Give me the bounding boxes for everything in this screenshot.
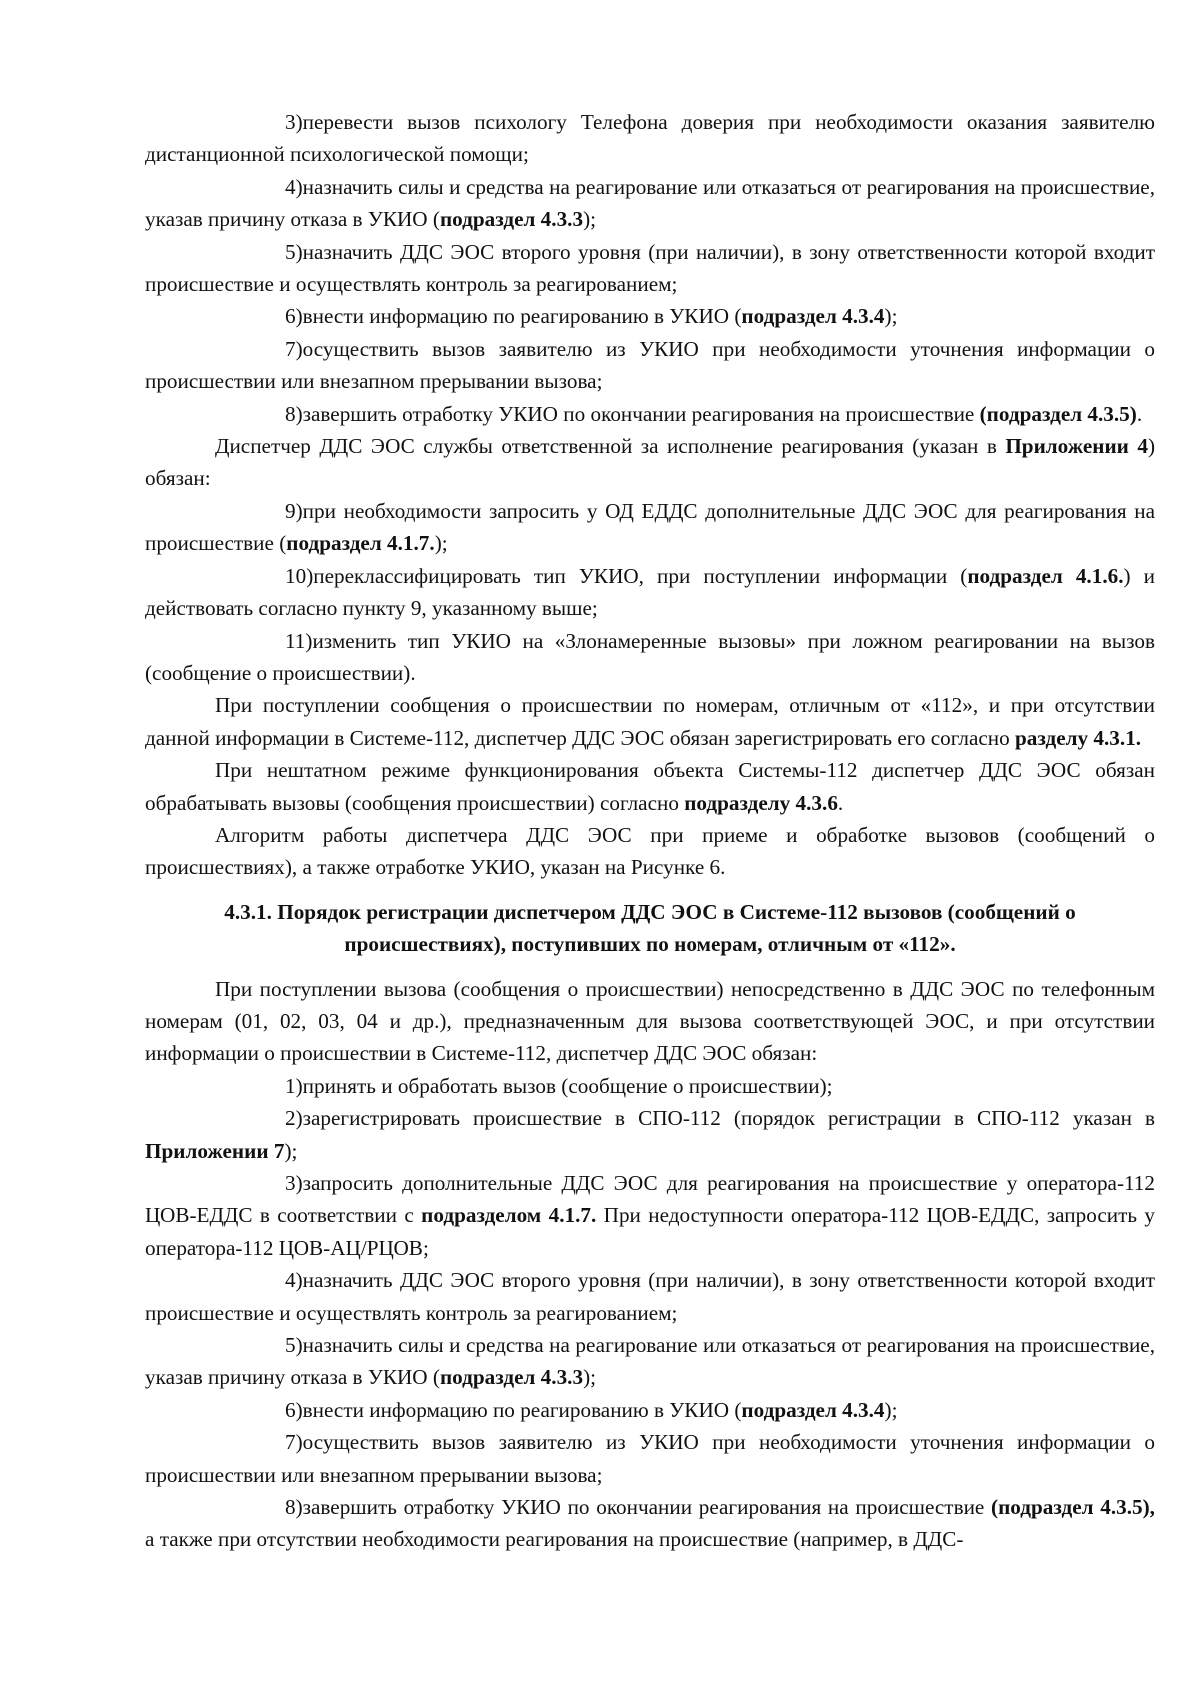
text-run: ); <box>884 304 898 329</box>
text-run: завершить отработку УКИО по окончании реагирования на происшествие <box>302 401 980 426</box>
bold-reference: подраздел 4.1.6. <box>967 563 1124 588</box>
document-page <box>145 106 1155 1556</box>
paragraph <box>145 689 1155 754</box>
bold-reference: подразделу 4.3.6 <box>684 790 838 815</box>
list-item-number: 7) <box>285 336 303 361</box>
list-item-number: 1) <box>285 1073 303 1098</box>
list-item-number: 11) <box>285 628 313 653</box>
paragraph <box>145 973 1155 1070</box>
text-run: изменить тип УКИО на «Злонамеренные вызовы» при ложном реагировании на вызов (сообщение о происшествии). <box>145 628 1155 685</box>
text-run: . <box>837 790 844 815</box>
text-run: зарегистрировать происшествие в СПО-112 (порядок регистрации в СПО-112 указан в <box>302 1106 1155 1131</box>
text-run: ) обязан: <box>145 434 1155 491</box>
list-item-number: 6) <box>285 304 303 329</box>
list-item-number: 8) <box>285 401 303 426</box>
list-item-number: 3) <box>285 110 303 134</box>
bold-reference: (подраздел 4.3.5) <box>979 401 1137 426</box>
text-run: при необходимости запросить у ОД ЕДДС дополнительные ДДС ЭОС для реагирования на происшествие ( <box>145 498 1155 556</box>
text-run: ) и действовать согласно пункту 9, указанному выше; <box>145 563 1155 621</box>
bold-reference: Приложении 7 <box>145 1138 285 1163</box>
list-item <box>145 236 1155 301</box>
text-run: осуществить вызов заявителю из УКИО при необходимости уточнения информации о происшествии или внезапном прерывании вызова; <box>145 1430 1155 1487</box>
list-item <box>145 333 1155 398</box>
list-item <box>145 1426 1155 1491</box>
list-item-number: 4) <box>285 1268 303 1293</box>
bold-reference: подраздел 4.3.3 <box>439 207 584 232</box>
text-run: назначить ДДС ЭОС второго уровня (при наличии), в зону ответственности которой входит происшествие и осуществлять контроль за реагированием; <box>145 1268 1155 1325</box>
text-run: завершить отработку УКИО по окончании реагирования на происшествие <box>302 1495 992 1520</box>
list-item <box>145 300 1155 332</box>
list-item <box>145 625 1155 690</box>
text-run: Диспетчер ДДС ЭОС службы ответственной за исполнение реагирования (указан в <box>215 434 1006 459</box>
text-run: При нештатном режиме функционирования объекта Системы-112 диспетчер ДДС ЭОС обязан обрабатывать вызовы (сообщения происшествии) согласно <box>145 758 1155 815</box>
text-run: ); <box>583 1365 597 1390</box>
text-run: перевести вызов психологу Телефона доверия при необходимости оказания заявителю дистанционной психологической помощи; <box>145 110 1155 167</box>
list-item-number: 3) <box>285 1171 303 1195</box>
list-item-number: 9) <box>285 498 303 523</box>
text-run: ); <box>284 1138 298 1163</box>
text-run: ); <box>583 207 597 232</box>
section-heading: 4.3.1. Порядок регистрации диспетчером ДДС ЭОС в Системе-112 вызовов (сообщений о происшествиях), поступивших по номерам, отличным от «112». <box>224 899 1076 957</box>
list-item <box>145 1491 1155 1556</box>
list-item <box>145 1329 1155 1394</box>
text-run: внести информацию по реагированию в УКИО ( <box>302 1397 742 1422</box>
bold-reference: подраздел 4.3.3 <box>439 1365 584 1390</box>
list-item <box>145 495 1155 560</box>
list-item-number: 8) <box>285 1495 303 1520</box>
list-item-number: 10) <box>285 563 314 588</box>
list-item-number: 5) <box>285 239 303 264</box>
list-item <box>145 106 1155 171</box>
text-run: назначить силы и средства на реагирование или отказаться от реагирования на происшествие, указав причину отказа в УКИО ( <box>145 174 1155 232</box>
list-item <box>145 171 1155 236</box>
text-run: принять и обработать вызов (сообщение о происшествии); <box>302 1073 833 1098</box>
bold-reference: подраздел 4.3.4 <box>741 1397 885 1422</box>
bold-reference: подраздел 4.3.4 <box>741 304 885 329</box>
list-item <box>145 1264 1155 1329</box>
text-run: внести информацию по реагированию в УКИО ( <box>302 304 742 329</box>
text-run: При поступлении вызова (сообщения о происшествии) непосредственно в ДДС ЭОС по телефонным номерам (01, 02, 03, 04 и др.), предназначенным для вызова соответствующей ЭОС, и при отсутствии информации о происшествии в Системе-112, диспетчер ДДС ЭОС обязан: <box>145 976 1155 1066</box>
text-run: ); <box>434 531 448 556</box>
paragraph <box>145 754 1155 819</box>
list-item-number: 7) <box>285 1430 303 1455</box>
bold-reference: (подраздел 4.3.5), <box>991 1495 1155 1520</box>
list-item-number: 6) <box>285 1397 303 1422</box>
text-run: назначить силы и средства на реагирование или отказаться от реагирования на происшествие, указав причину отказа в УКИО ( <box>145 1333 1155 1390</box>
list-item-number: 4) <box>285 174 303 199</box>
bold-reference: Приложении 4 <box>1005 434 1148 459</box>
text-run: запросить дополнительные ДДС ЭОС для реагирования на происшествие у оператора-112 ЦОВ-ЕДДС в соответствии с <box>145 1171 1155 1228</box>
text-run: осуществить вызов заявителю из УКИО при необходимости уточнения информации о происшествии или внезапном прерывании вызова; <box>145 336 1155 394</box>
list-item <box>145 398 1155 430</box>
text-run: Алгоритм работы диспетчера ДДС ЭОС при приеме и обработке вызовов (сообщений о происшествиях), а также отработке УКИО, указан на Рисунке 6. <box>145 822 1155 880</box>
paragraph <box>145 430 1155 495</box>
paragraphs-bottom <box>145 973 1155 1556</box>
bold-reference: подраздел 4.1.7. <box>286 531 435 556</box>
bold-reference: разделу 4.3.1. <box>1015 725 1142 750</box>
text-run: При поступлении сообщения о происшествии по номерам, отличным от «112», и при отсутствии данной информации в Системе-112, диспетчер ДДС ЭОС обязан зарегистрировать его согласно <box>145 693 1155 750</box>
list-item <box>145 1102 1155 1167</box>
text-run: . <box>1136 401 1143 426</box>
text-run: назначить ДДС ЭОС второго уровня (при наличии), в зону ответственности которой входит происшествие и осуществлять контроль за реагированием; <box>145 239 1155 297</box>
text-run: ); <box>884 1397 898 1422</box>
paragraphs-top <box>145 106 1155 884</box>
list-item <box>145 1070 1155 1102</box>
list-item-number: 2) <box>285 1106 303 1131</box>
text-run: переклассифицировать тип УКИО, при поступлении информации ( <box>313 563 968 588</box>
list-item <box>145 560 1155 625</box>
paragraph <box>145 819 1155 884</box>
list-item <box>145 1394 1155 1426</box>
list-item <box>145 1167 1155 1264</box>
list-item-number: 5) <box>285 1333 303 1358</box>
bold-reference: подразделом 4.1.7. <box>421 1203 597 1228</box>
text-run: При недоступности оператора-112 ЦОВ-ЕДДС, запросить у оператора-112 ЦОВ-АЦ/РЦОВ; <box>145 1203 1155 1260</box>
text-run: а также при отсутствии необходимости реагирования на происшествие (например, в ДДС- <box>145 1527 964 1552</box>
